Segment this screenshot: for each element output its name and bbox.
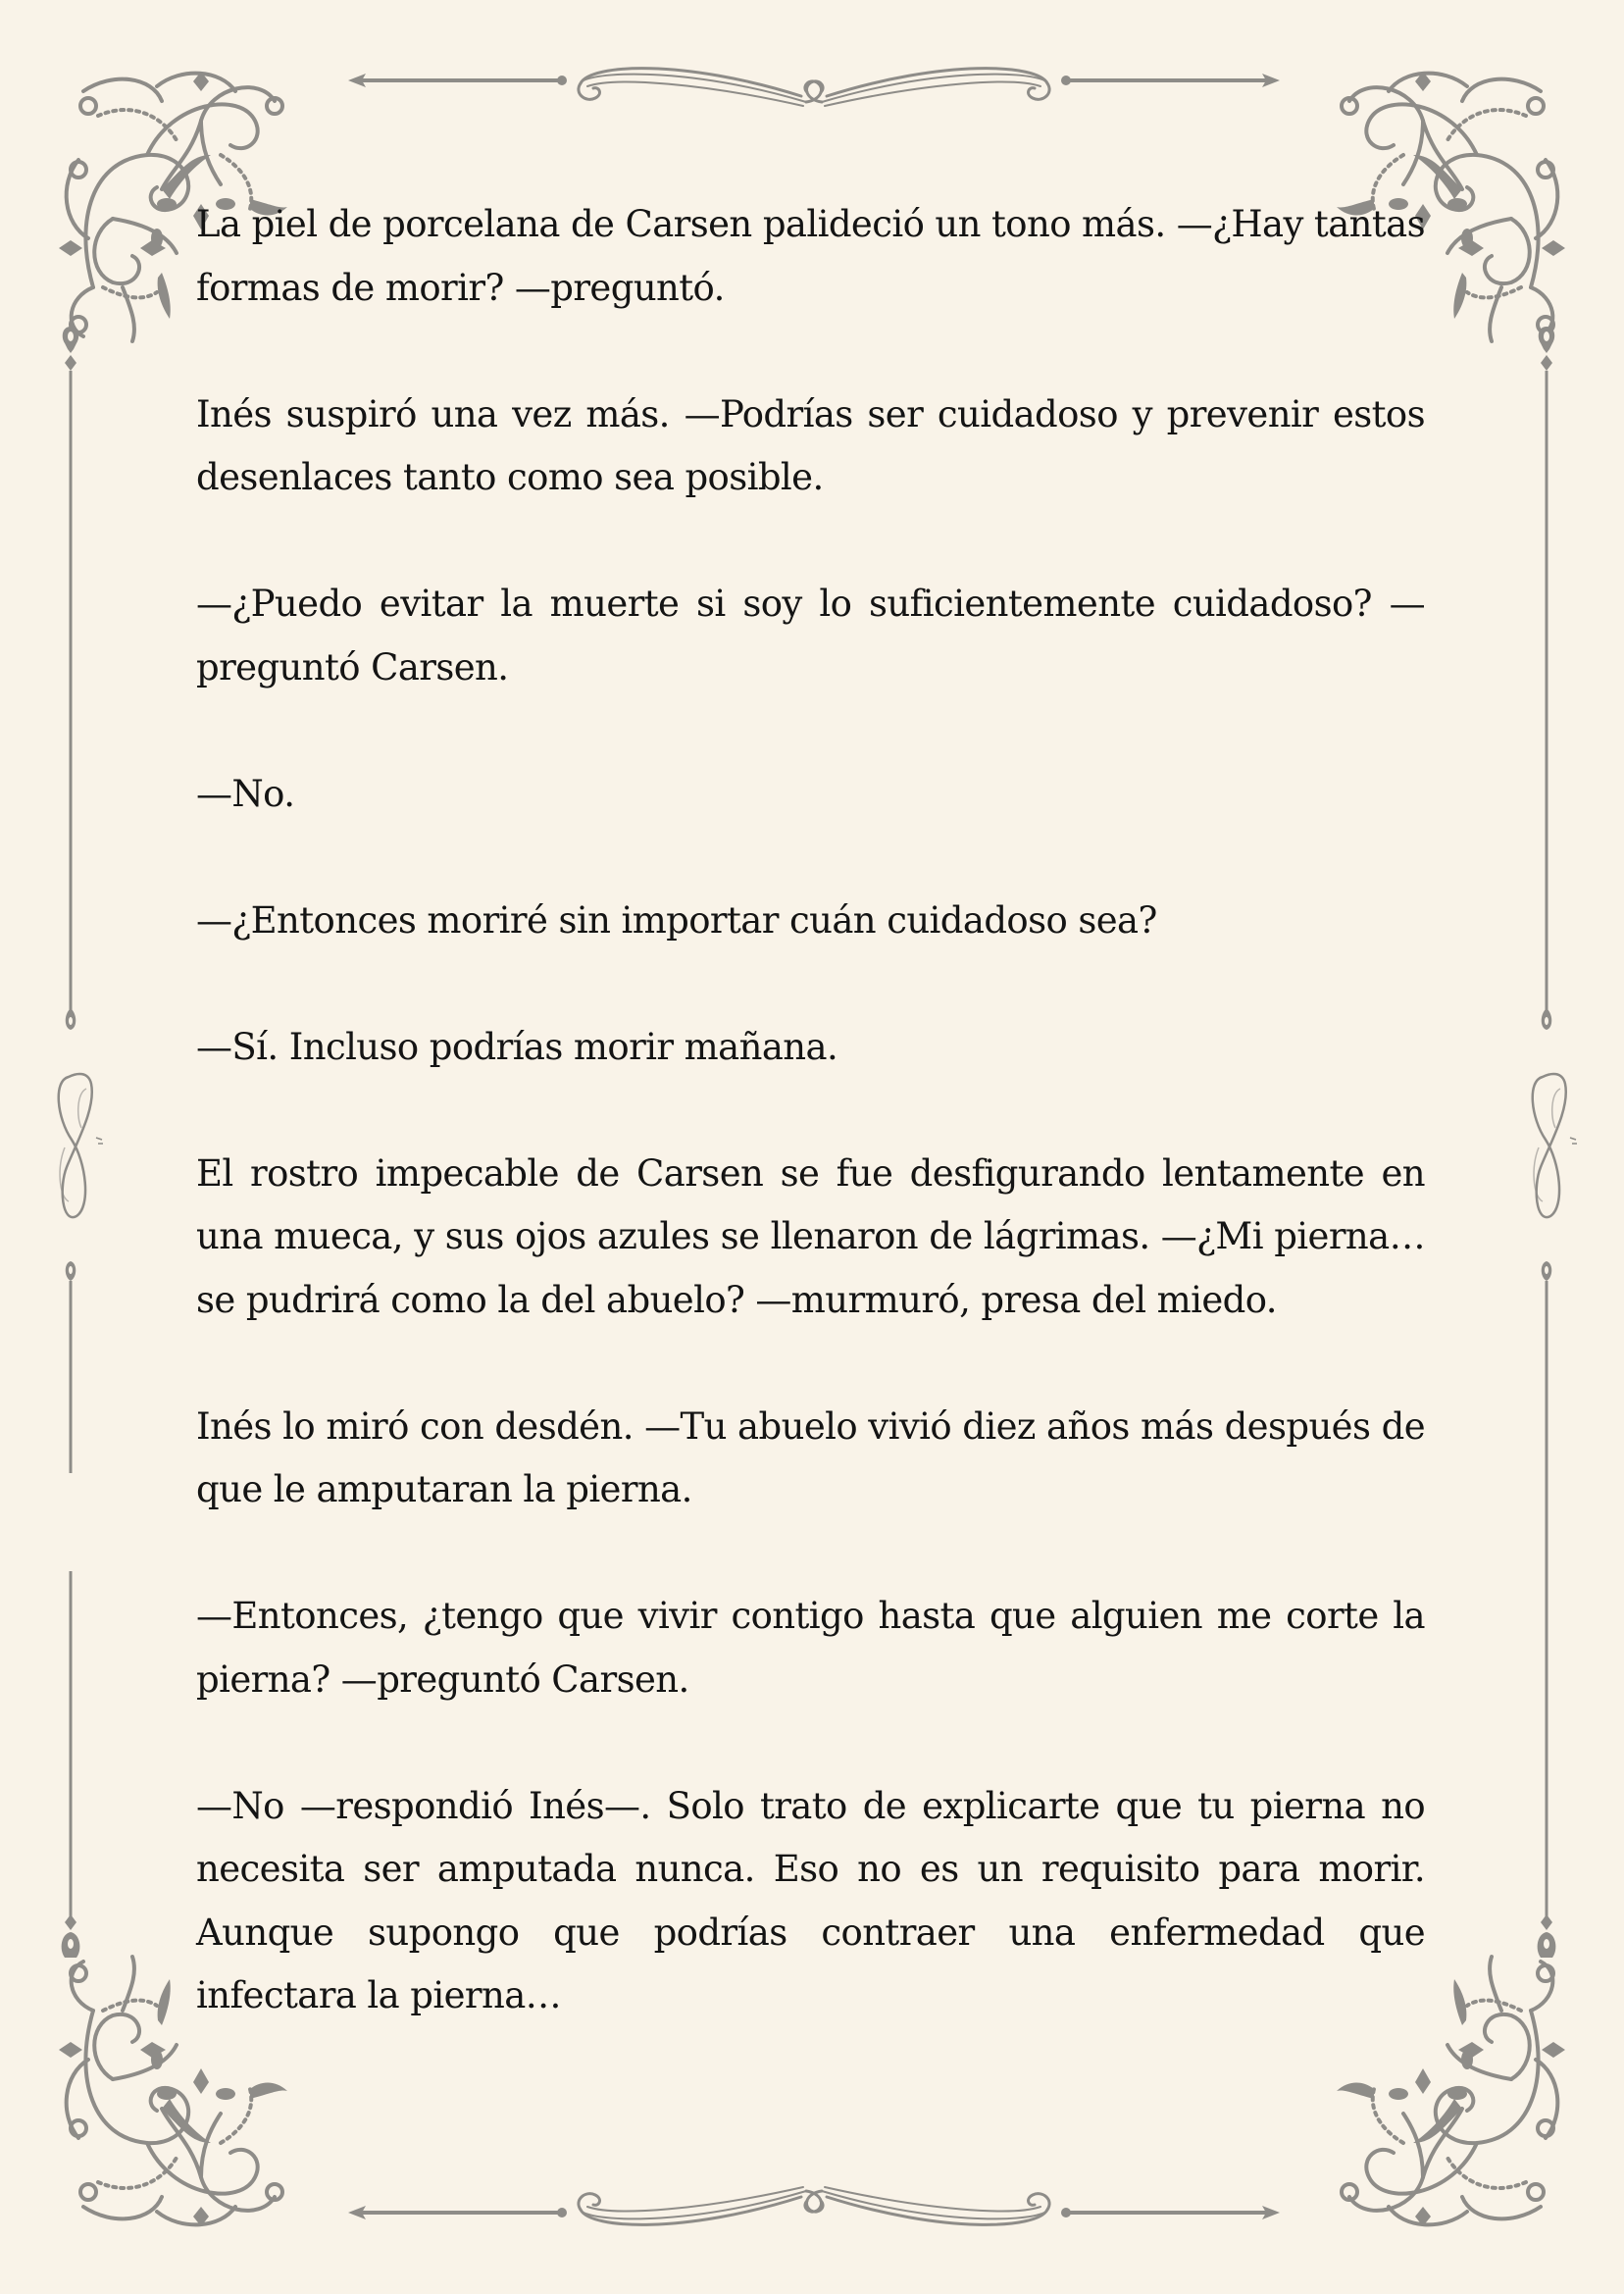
right-lower-rule [1535, 1259, 1558, 1965]
paragraph: —¿Puedo evitar la muerte si soy lo suficientemente cuidadoso? —preguntó Carsen. [196, 583, 1425, 688]
paragraph: Inés lo miró con desdén. —Tu abuelo vivió diez años más después de que le amputaran la pierna. [196, 1404, 1425, 1510]
bottom-divider [348, 2183, 1280, 2238]
story-text [196, 193, 1425, 2091]
paragraph: —Entonces, ¿tengo que vivir contigo hasta que alguien me corte la pierna? —preguntó Carsen. [196, 1595, 1425, 1701]
paragraph: —¿Entonces moriré sin importar cuán cuidadoso sea? [196, 898, 1157, 942]
paragraph: La piel de porcelana de Carsen palideció un tono más. —¿Hay tantas formas de morir? —preguntó. [196, 203, 1425, 309]
right-upper-rule [1535, 324, 1558, 1035]
left-lower-rule [59, 1259, 82, 1965]
paragraph: Inés suspiró una vez más. —Podrías ser cuidadoso y prevenir estos desenlaces tanto como sea posible. [196, 392, 1425, 498]
top-divider [348, 57, 1280, 112]
infinity-knot-right [1521, 1069, 1580, 1226]
paragraph: —No. [196, 772, 295, 815]
paragraph: —No —respondió Inés—. Solo trato de explicarte que tu pierna no necesita ser amputada nunca. Eso no es un requisito para morir. Aunque supongo que podrías contraer una enfermedad que infectara la pierna… [196, 1784, 1425, 2016]
paragraph: El rostro impecable de Carsen se fue desfigurando lentamente en una mueca, y sus ojos azules se llenaron de lágrimas. —¿Mi pierna… se pudrirá como la del abuelo? —murmuró, presa del miedo. [196, 1151, 1425, 1321]
left-upper-rule [59, 324, 82, 1035]
infinity-knot-left [47, 1069, 106, 1226]
paragraph: —Sí. Incluso podrías morir mañana. [196, 1025, 838, 1068]
